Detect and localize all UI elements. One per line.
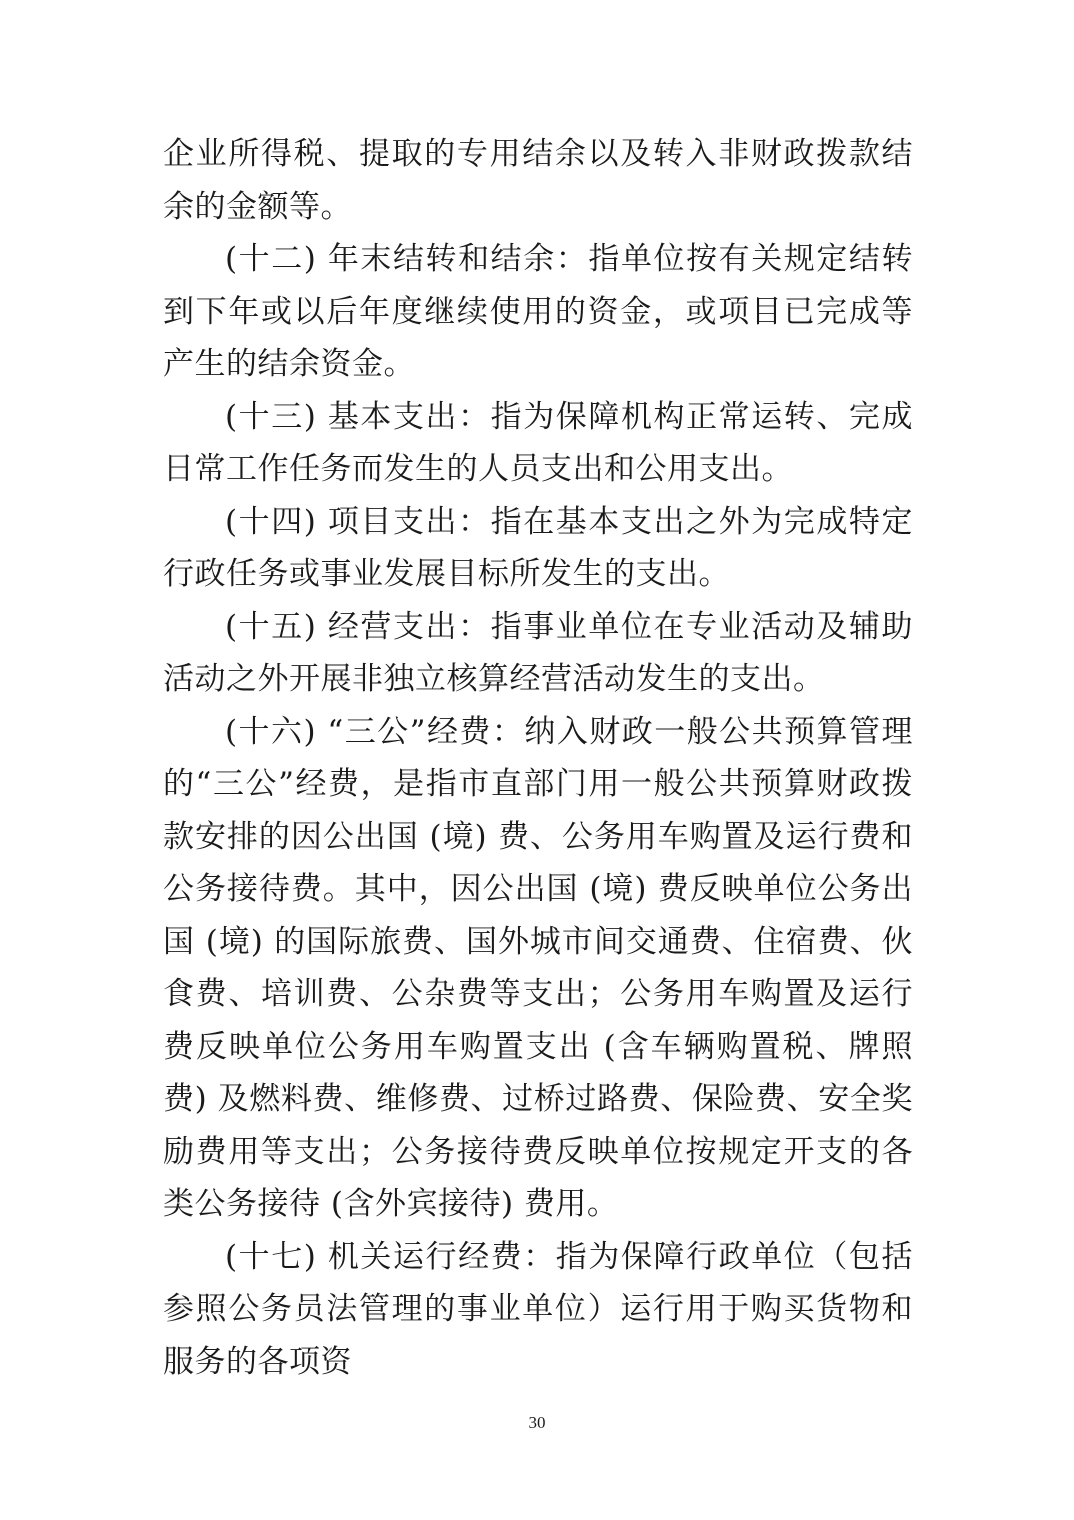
paragraph-project-expenditure: (十四) 项目支出：指在基本支出之外为完成特定行政任务或事业发展目标所发生的支出。 bbox=[163, 503, 913, 592]
paragraph-three-public-expenses: (十六) “三公”经费：纳入财政一般公共预算管理的“三公”经费，是指市直部门用一般公共预算财政拨款安排的因公出国 (境) 费、公务用车购置及运行费和公务接待费。其中，因公出国 (境) 费反映单位公务出国 (境) 的国际旅费、国外城市间交通费、住宿费、伙食费、培训费、公杂费等支出；公务用车购置及运行费反映单位公务用车购置支出 (含车辆购置税、牌照费) 及燃料费、维修费、过桥过路费、保险费、安全奖励费用等支出；公务接待费反映单位按规定开支的各类公务接待 (含外宾接待) 费用。 bbox=[163, 713, 913, 1222]
paragraph-basic-expenditure: (十三) 基本支出：指为保障机构正常运转、完成日常工作任务而发生的人员支出和公用支出。 bbox=[163, 398, 913, 487]
page-number: 30 bbox=[528, 1413, 546, 1432]
body-text bbox=[163, 128, 913, 1388]
paragraph-agency-operating-funds: (十七) 机关运行经费：指为保障行政单位（包括参照公务员法管理的事业单位）运行用于购买货物和服务的各项资 bbox=[163, 1238, 913, 1380]
paragraph-continuation: 企业所得税、提取的专用结余以及转入非财政拨款结余的金额等。 bbox=[163, 136, 913, 225]
paragraph-operating-expenditure: (十五) 经营支出：指事业单位在专业活动及辅助活动之外开展非独立核算经营活动发生的支出。 bbox=[163, 608, 913, 697]
paragraph-year-end-balance: (十二) 年末结转和结余：指单位按有关规定结转到下年或以后年度继续使用的资金，或项目已完成等产生的结余资金。 bbox=[163, 241, 913, 382]
